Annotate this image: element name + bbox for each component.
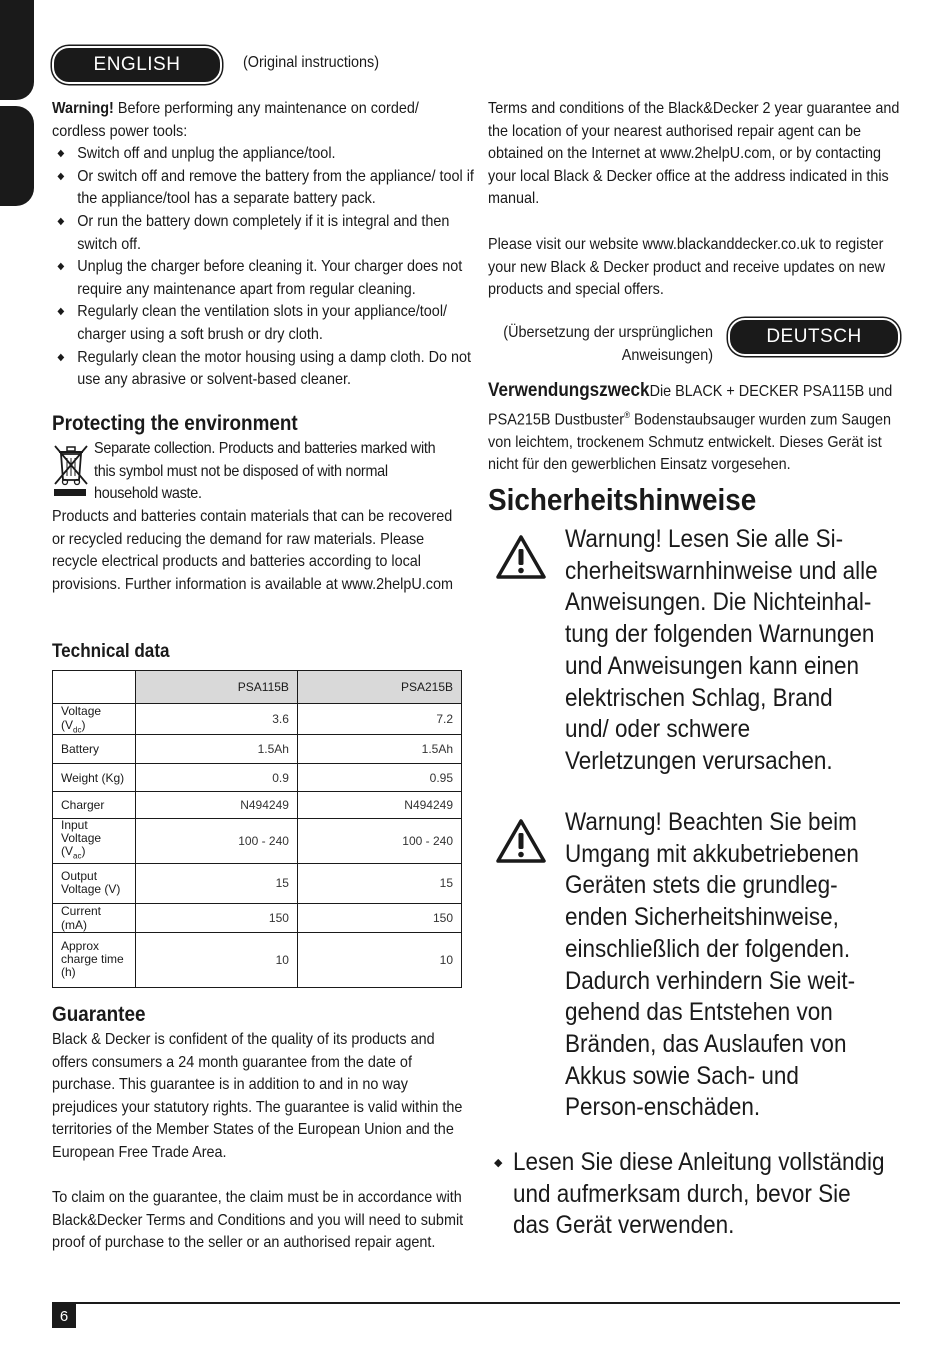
technical-data-table xyxy=(52,670,462,988)
intended-use-paragraph xyxy=(488,380,902,477)
footer-rule xyxy=(52,1302,900,1304)
warning-battery-tools: Warnung! Beachten Sie beim Umgang mit akkubetriebenen Geräten stets die grundleg-enden Sicherheitshinweise, einschließlich der folgenden. Dadurch verhindern Sie weit-gehend das Entstehen von Bränden, das Auslaufen von Akkus sowie Sach- und Person-enschäden. xyxy=(565,808,859,1122)
cell-value: 3.6 xyxy=(136,704,298,735)
guarantee-claim-paragraph: To claim on the guarantee, the claim must be in accordance with Black&Decker Terms and Conditions and you will need to submit proof of purchase to the seller or an authorised repair agent. xyxy=(52,1189,464,1252)
bullet-diamond-icon: ◆ xyxy=(494,1157,503,1169)
cell-value: 150 xyxy=(136,903,298,932)
row-label: Current (mA) xyxy=(53,903,136,932)
cell-value: 0.9 xyxy=(136,764,298,792)
warning-triangle-icon xyxy=(495,534,547,580)
language-badge-deutsch: DEUTSCH xyxy=(728,318,900,356)
row-label: Weight (Kg) xyxy=(53,764,136,792)
warning-intro: Before performing any maintenance on corded/ cordless power tools: xyxy=(52,100,419,140)
warning-label: Warning! xyxy=(52,100,114,117)
warning-item: ◆ Unplug the charger before cleaning it. Your charger does not require any maintenance apart from regular cleaning. xyxy=(52,256,475,301)
warning-item: ◆ Or run the battery down completely if it is integral and then switch off. xyxy=(52,211,475,256)
column-header: PSA215B xyxy=(297,671,461,704)
row-label: Input Voltage $(V_{ac})$ xyxy=(53,819,136,863)
environment-heading: Protecting the environment xyxy=(52,412,298,435)
side-tab-top xyxy=(0,0,34,100)
read-manual-bullet: Lesen Sie diese Anleitung vollständig und aufmerksam durch, bevor Sie das Gerät verwenden. xyxy=(513,1148,885,1240)
row-label: Output Voltage (V) xyxy=(53,863,136,903)
cell-value: 15 xyxy=(297,863,461,903)
table-row xyxy=(53,863,462,903)
row-label: Voltage $(V_{dc})$ xyxy=(53,704,136,735)
cell-value: N494249 xyxy=(136,792,298,819)
cell-value: 0.95 xyxy=(297,764,461,792)
table-corner-cell xyxy=(53,671,136,704)
cell-value: 100 - 240 xyxy=(136,819,298,863)
environment-body: Products and batteries contain materials that can be recovered or recycled reducing the demand for raw materials. Please recycle electrical products and batteries according to local provisions. Further information is available at www.2helpU.com xyxy=(52,508,453,593)
row-label: Charger xyxy=(53,792,136,819)
table-row xyxy=(53,932,462,987)
original-instructions-note: (Original instructions) xyxy=(243,54,380,71)
row-label: Approx charge time (h) xyxy=(53,932,136,987)
warning-item: ◆ Regularly clean the ventilation slots in your appliance/tool/ charger using a soft brush or dry cloth. xyxy=(52,301,475,346)
terms-paragraph: Terms and conditions of the Black&Decker 2 year guarantee and the location of your nearest authorised repair agent can be obtained on the Internet at www.2helpU.com, or by contacting your local Black & Decker office at the address indicated in this manual. xyxy=(488,100,900,208)
cell-value: 15 xyxy=(136,863,298,903)
intended-use-text: Die BLACK + DECKER PSA115B und PSA215B Dustbuster xyxy=(488,383,893,428)
warning-item: ◆ Switch off and unplug the appliance/tool. xyxy=(52,143,475,166)
table-row xyxy=(53,819,462,863)
warning-item: ◆ Or switch off and remove the battery from the appliance/ tool if the appliance/tool has a separate battery pack. xyxy=(52,166,475,211)
translation-note: (Übersetzung der ursprünglichen Anweisungen) xyxy=(503,324,713,364)
table-row xyxy=(53,764,462,792)
table-header-row xyxy=(53,671,462,704)
crossed-bin-icon xyxy=(52,442,90,498)
language-badge-english: ENGLISH xyxy=(52,46,222,84)
row-label: Battery xyxy=(53,735,136,764)
technical-heading: Technical data xyxy=(52,641,170,662)
column-header: PSA115B xyxy=(136,671,298,704)
page-number: 6 xyxy=(52,1304,76,1328)
cell-value: 100 - 240 xyxy=(297,819,461,863)
cell-value: 150 xyxy=(297,903,461,932)
cell-value: 10 xyxy=(136,932,298,987)
cell-value: N494249 xyxy=(297,792,461,819)
guarantee-paragraph: Black & Decker is confident of the quality of its products and offers consumers a 24 month guarantee from the date of purchase. This guarantee is in addition to and in no way prejudices your statutory rights. The guarantee is valid within the territories of the Member States of the European Union and the European Free Trade Area. xyxy=(52,1031,463,1161)
table-row xyxy=(53,792,462,819)
guarantee-heading: Guarantee xyxy=(52,1003,146,1026)
warning-list xyxy=(52,143,475,392)
safety-heading: Sicherheitshinweise xyxy=(488,482,757,517)
warning-read-all: Warnung! Lesen Sie alle Si-cherheitswarnhinweise und alle Anweisungen. Die Nichteinhal-tung der folgenden Warnungen und Anweisungen kann einen elektrischen Schlag, Brand und/ oder schwere Verletzungen verursachen. xyxy=(565,525,878,775)
visit-paragraph: Please visit our website www.blackanddecker.co.uk to register your new Black & Decker product and receive updates on new products and special offers. xyxy=(488,236,886,299)
side-tab-bottom xyxy=(0,106,34,206)
cell-value: 1.5Ah xyxy=(297,735,461,764)
intended-use-text-cont: Bodenstaubsauger wurden zum Saugen von leichtem, trockenem Schmutz entwickelt. Dieses Gerät ist nicht für den gewerblichen Einsatz vorgesehen. xyxy=(488,410,892,474)
cell-value: 1.5Ah xyxy=(136,735,298,764)
table-row xyxy=(53,704,462,735)
registered-mark: ® xyxy=(624,409,631,420)
cell-value: 7.2 xyxy=(297,704,461,735)
warning-triangle-icon xyxy=(495,818,547,864)
warning-section xyxy=(52,98,512,392)
intended-use-heading: Verwendungszweck xyxy=(488,380,650,401)
table-row xyxy=(53,735,462,764)
table-row xyxy=(53,903,462,932)
warning-item: ◆ Regularly clean the motor housing using a damp cloth. Do not use any abrasive or solvent-based cleaner. xyxy=(52,347,475,392)
cell-value: 10 xyxy=(297,932,461,987)
separate-collection-text: Separate collection. Products and batteries marked with this symbol must not be disposed of with normal household waste. xyxy=(94,440,436,503)
